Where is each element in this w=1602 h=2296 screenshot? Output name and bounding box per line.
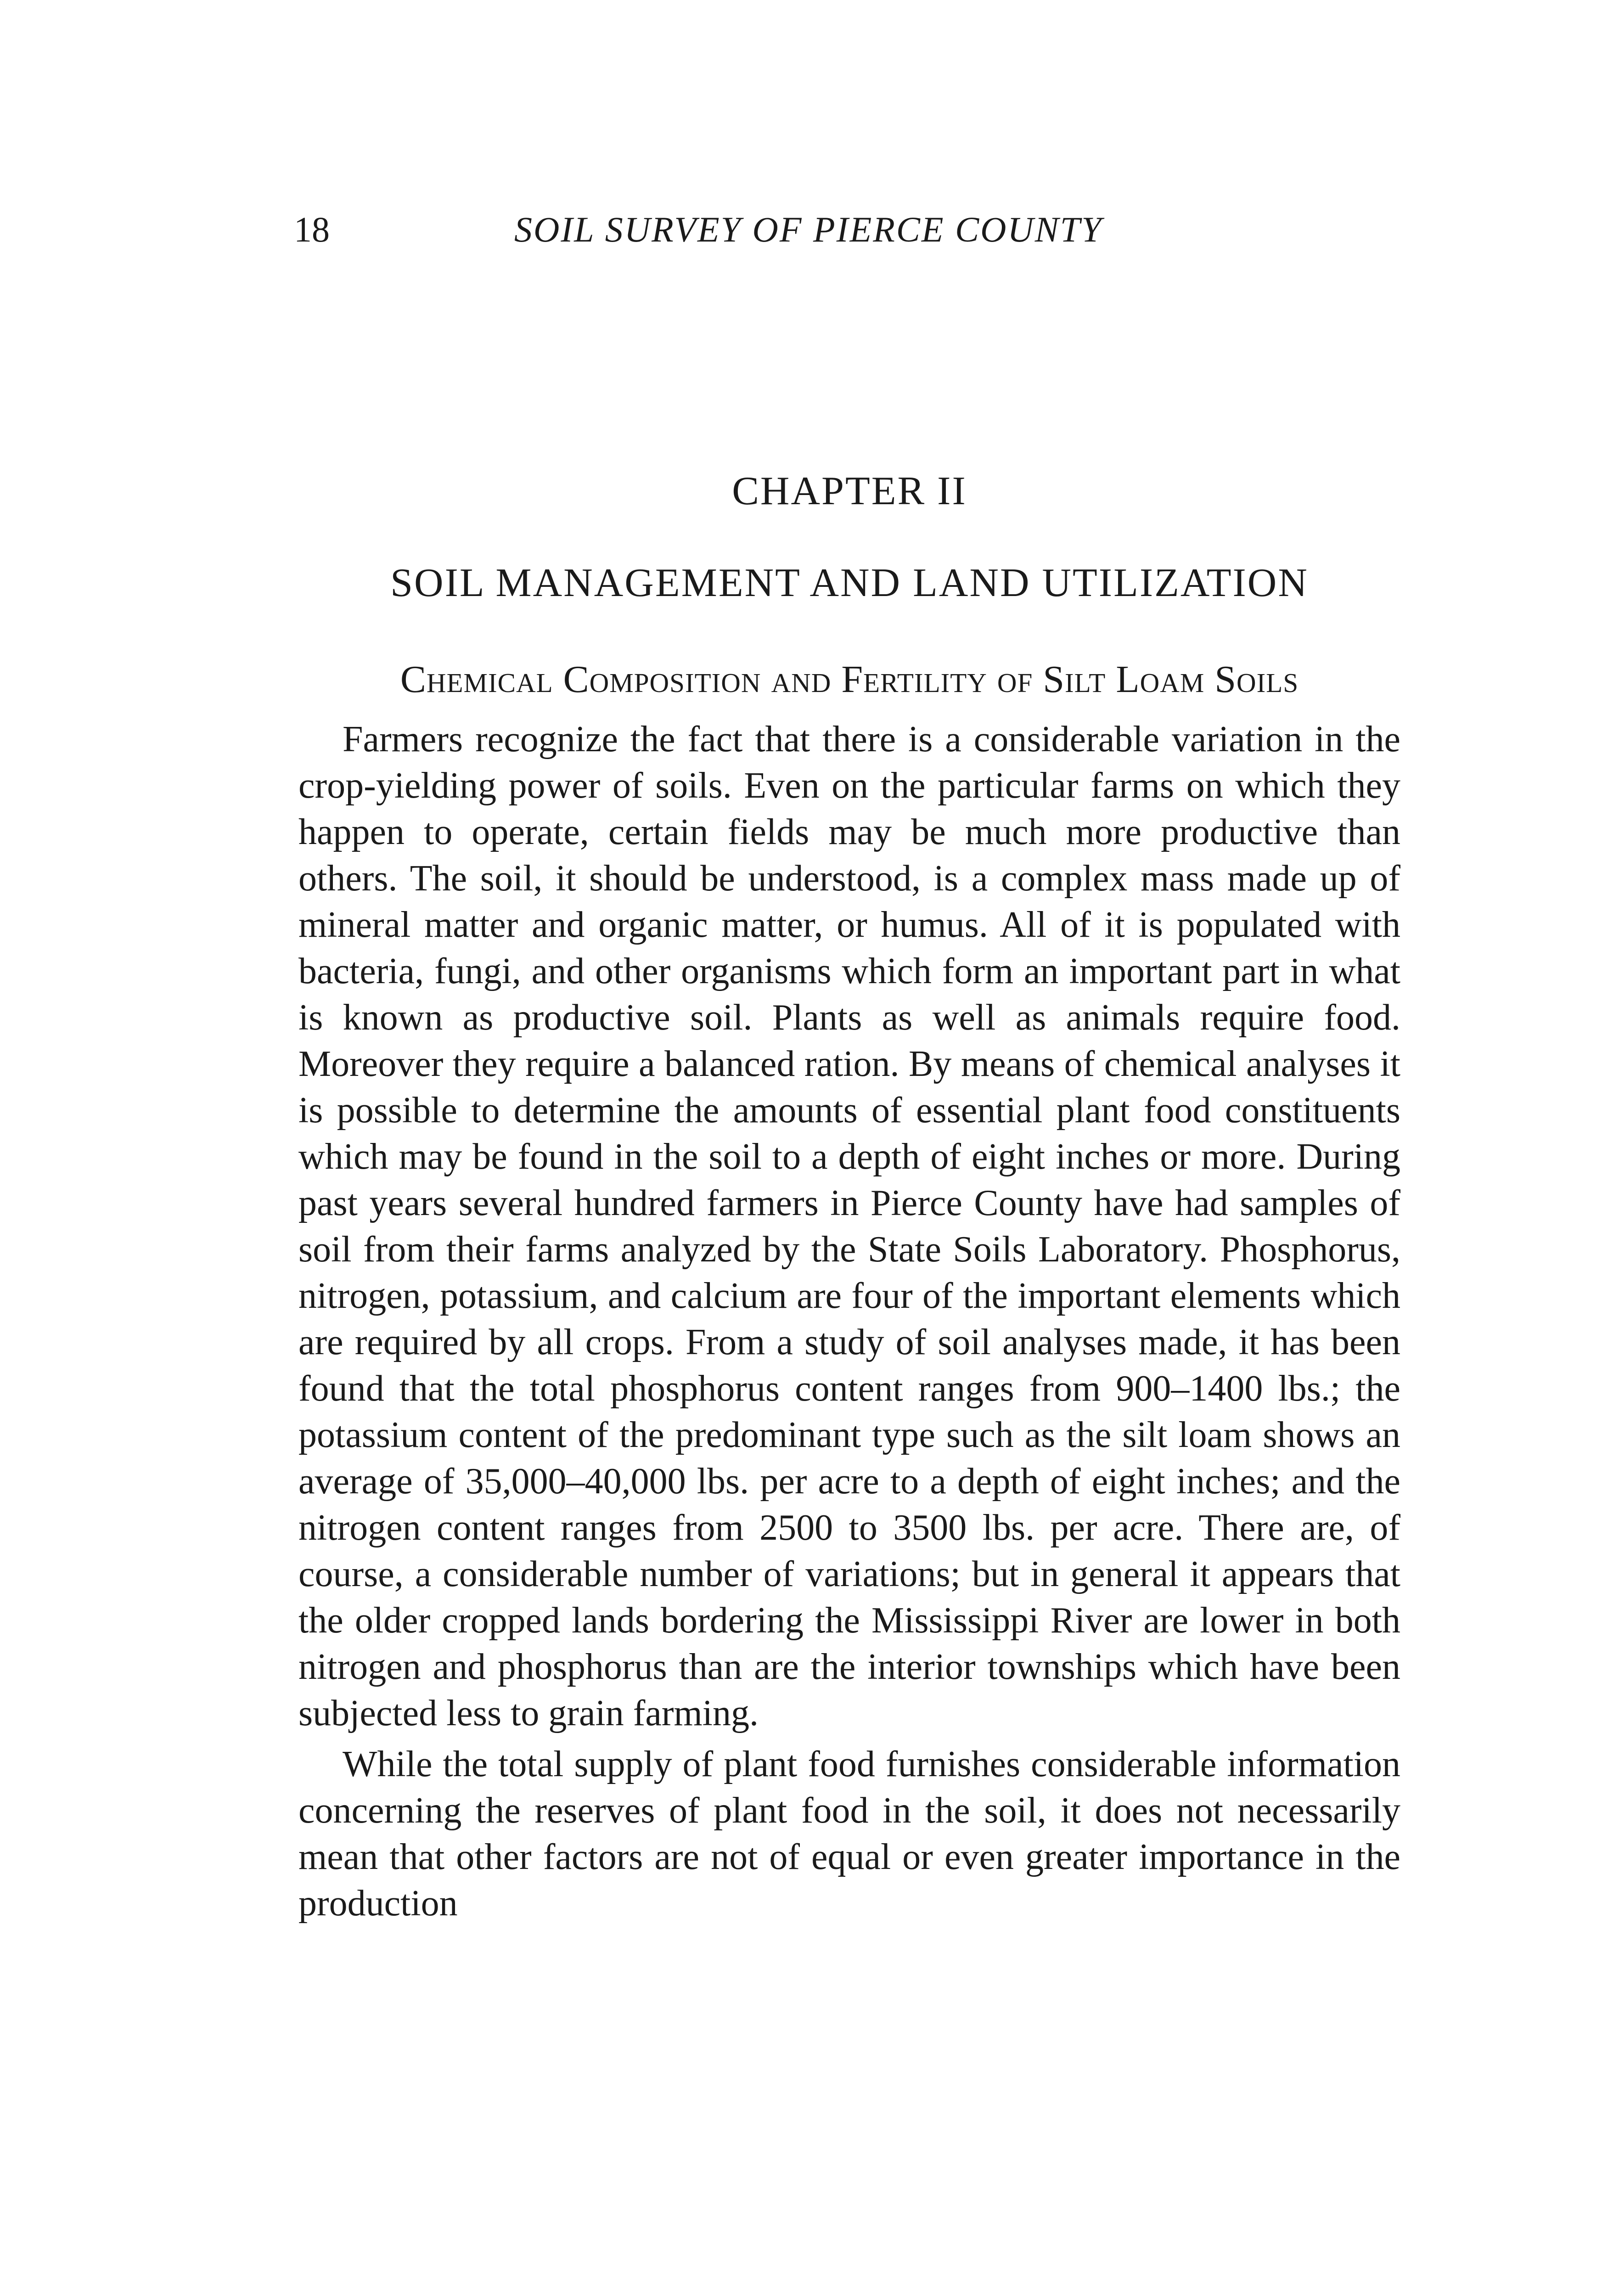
paragraph: While the total supply of plant food furnishes considerable information concerning the reserves of plant food in the soil, it does not necessarily mean that other factors are not of equal or even greater importance in the production: [298, 1744, 1400, 1924]
page-number: 18: [294, 209, 330, 249]
section-heading: Chemical Composition and Fertility of Silt Loam Soils: [400, 658, 1299, 701]
chapter-title: SOIL MANAGEMENT AND LAND UTILIZATION: [390, 561, 1309, 605]
paragraph: Farmers recognize the fact that there is a considerable variation in the crop-yielding power of soils. Even on the particular farms on which they happen to operate, certain fields may be much more productive than others. The soil, it should be understood, is a complex mass made up of mineral matter and organic matter, or humus. All of it is populated with bacteria, fungi, and other organisms which form an important part in what is known as productive soil. Plants as well as animals require food. Moreover they require a balanced ration. By means of chemical analyses it is possible to determine the amounts of essential plant food constituents which may be found in the soil to a depth of eight inches or more. During past years several hundred farmers in Pierce County have had samples of soil from their farms analyzed by the State Soils Laboratory. Phosphorus, nitrogen, potassium, and calcium are four of the important elements which are required by all crops. From a study of soil analyses made, it has been found that the total phosphorus content ranges from 900–1400 lbs.; the potassium content of the predominant type such as the silt loam shows an average of 35,000–40,000 lbs. per acre to a depth of eight inches; and the nitrogen content ranges from 2500 to 3500 lbs. per acre. There are, of course, a considerable number of variations; but in general it appears that the older cropped lands bordering the Mississippi River are lower in both nitrogen and phosphorus than are the interior townships which have been subjected less to grain farming.: [298, 719, 1400, 1733]
chapter-number: CHAPTER II: [732, 469, 967, 513]
running-head: [294, 202, 1322, 257]
running-title: SOIL SURVEY OF PIERCE COUNTY: [514, 209, 1103, 249]
body-text: [298, 716, 1400, 1927]
